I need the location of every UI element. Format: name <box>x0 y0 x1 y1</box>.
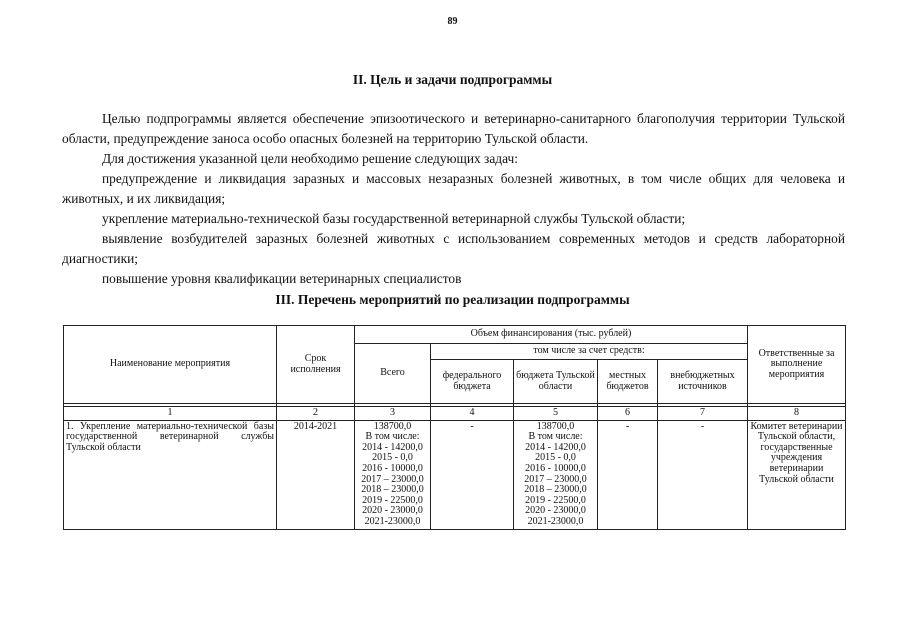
header-federal: федерального бюджета <box>431 360 514 404</box>
measure-name: 1. Укрепление материально-технической базы государственной ветеринарной службы Тульской области <box>64 420 277 529</box>
measure-regional <box>514 420 598 529</box>
total-line: 2018 – 23000,0 <box>361 484 424 496</box>
measures-table <box>63 325 846 530</box>
column-number: 8 <box>748 407 846 421</box>
task-item: укрепление материально-технической базы государственной ветеринарной службы Тульской области; <box>102 211 686 226</box>
table-row <box>64 420 846 529</box>
total-line: 2021-23000,0 <box>364 515 421 527</box>
header-term: Срок исполнения <box>277 326 355 404</box>
measure-responsible: Комитет ветеринарии Тульской области, государственные учреждения ветеринарии Тульской области <box>748 420 846 529</box>
column-number: 2 <box>277 407 355 421</box>
total-line: 2017 – 23000,0 <box>361 473 424 485</box>
column-number: 7 <box>658 407 748 421</box>
regional-line: 2019 - 22500,0 <box>525 494 586 506</box>
measures-table-wrap <box>63 325 846 530</box>
total-line: 2015 - 0,0 <box>372 452 413 464</box>
tasks-intro: Для достижения указанной цели необходимо решение следующих задач: <box>102 151 518 166</box>
regional-line: 138700,0 <box>536 420 575 432</box>
total-line: 2020 - 23000,0 <box>362 505 423 517</box>
regional-line: 2015 - 0,0 <box>535 452 576 464</box>
header-including: том числе за счет средств: <box>431 344 748 360</box>
regional-line: 2017 – 23000,0 <box>524 473 587 485</box>
column-number: 3 <box>355 407 431 421</box>
goal-paragraph: Целью подпрограммы является обеспечение эпизоотического и ветеринарно-санитарного благополучия территории Тульской области, предупреждение заноса особо опасных болезней на территорию Тульской области. <box>62 111 845 146</box>
section-2-text <box>62 109 845 289</box>
section-2-title: II. Цель и задачи подпрограммы <box>352 72 553 87</box>
column-number: 4 <box>431 407 514 421</box>
column-number: 5 <box>514 407 598 421</box>
measure-federal: - <box>431 420 514 529</box>
task-item: выявление возбудителей заразных болезней животных с использованием современных методов и средств лабораторной диагностики; <box>62 231 845 266</box>
measure-extrabudget: - <box>658 420 748 529</box>
header-regional: бюджета Тульской области <box>514 360 598 404</box>
regional-line: 2016 - 10000,0 <box>525 462 586 474</box>
measure-total <box>355 420 431 529</box>
regional-line: 2021-23000,0 <box>527 515 584 527</box>
header-extrabudget: внебюджетных источников <box>658 360 748 404</box>
header-local: местных бюджетов <box>598 360 658 404</box>
measure-local: - <box>598 420 658 529</box>
regional-line: 2018 – 23000,0 <box>524 484 587 496</box>
header-financing: Объем финансирования (тыс. рублей) <box>355 326 748 344</box>
regional-line: 2014 - 14200,0 <box>525 441 586 453</box>
total-line: 2016 - 10000,0 <box>362 462 423 474</box>
task-item: повышение уровня квалификации ветеринарных специалистов <box>102 271 462 286</box>
header-responsible: Ответственные за выполнение мероприятия <box>748 326 846 404</box>
regional-line: В том числе: <box>528 431 583 443</box>
column-number: 1 <box>64 407 277 421</box>
total-line: В том числе: <box>365 431 420 443</box>
measure-term: 2014-2021 <box>277 420 355 529</box>
total-line: 2014 - 14200,0 <box>362 441 423 453</box>
column-number: 6 <box>598 407 658 421</box>
regional-line: 2020 - 23000,0 <box>525 505 586 517</box>
header-name: Наименование мероприятия <box>64 326 277 404</box>
total-line: 138700,0 <box>373 420 412 432</box>
page-number: 89 <box>447 16 458 27</box>
section-3-title: III. Перечень мероприятий по реализации подпрограммы <box>275 292 630 307</box>
header-total: Всего <box>355 344 431 404</box>
total-line: 2019 - 22500,0 <box>362 494 423 506</box>
task-item: предупреждение и ликвидация заразных и массовых незаразных болезней животных, в том числе общих для человека и животных, и их ликвидация; <box>62 171 845 206</box>
